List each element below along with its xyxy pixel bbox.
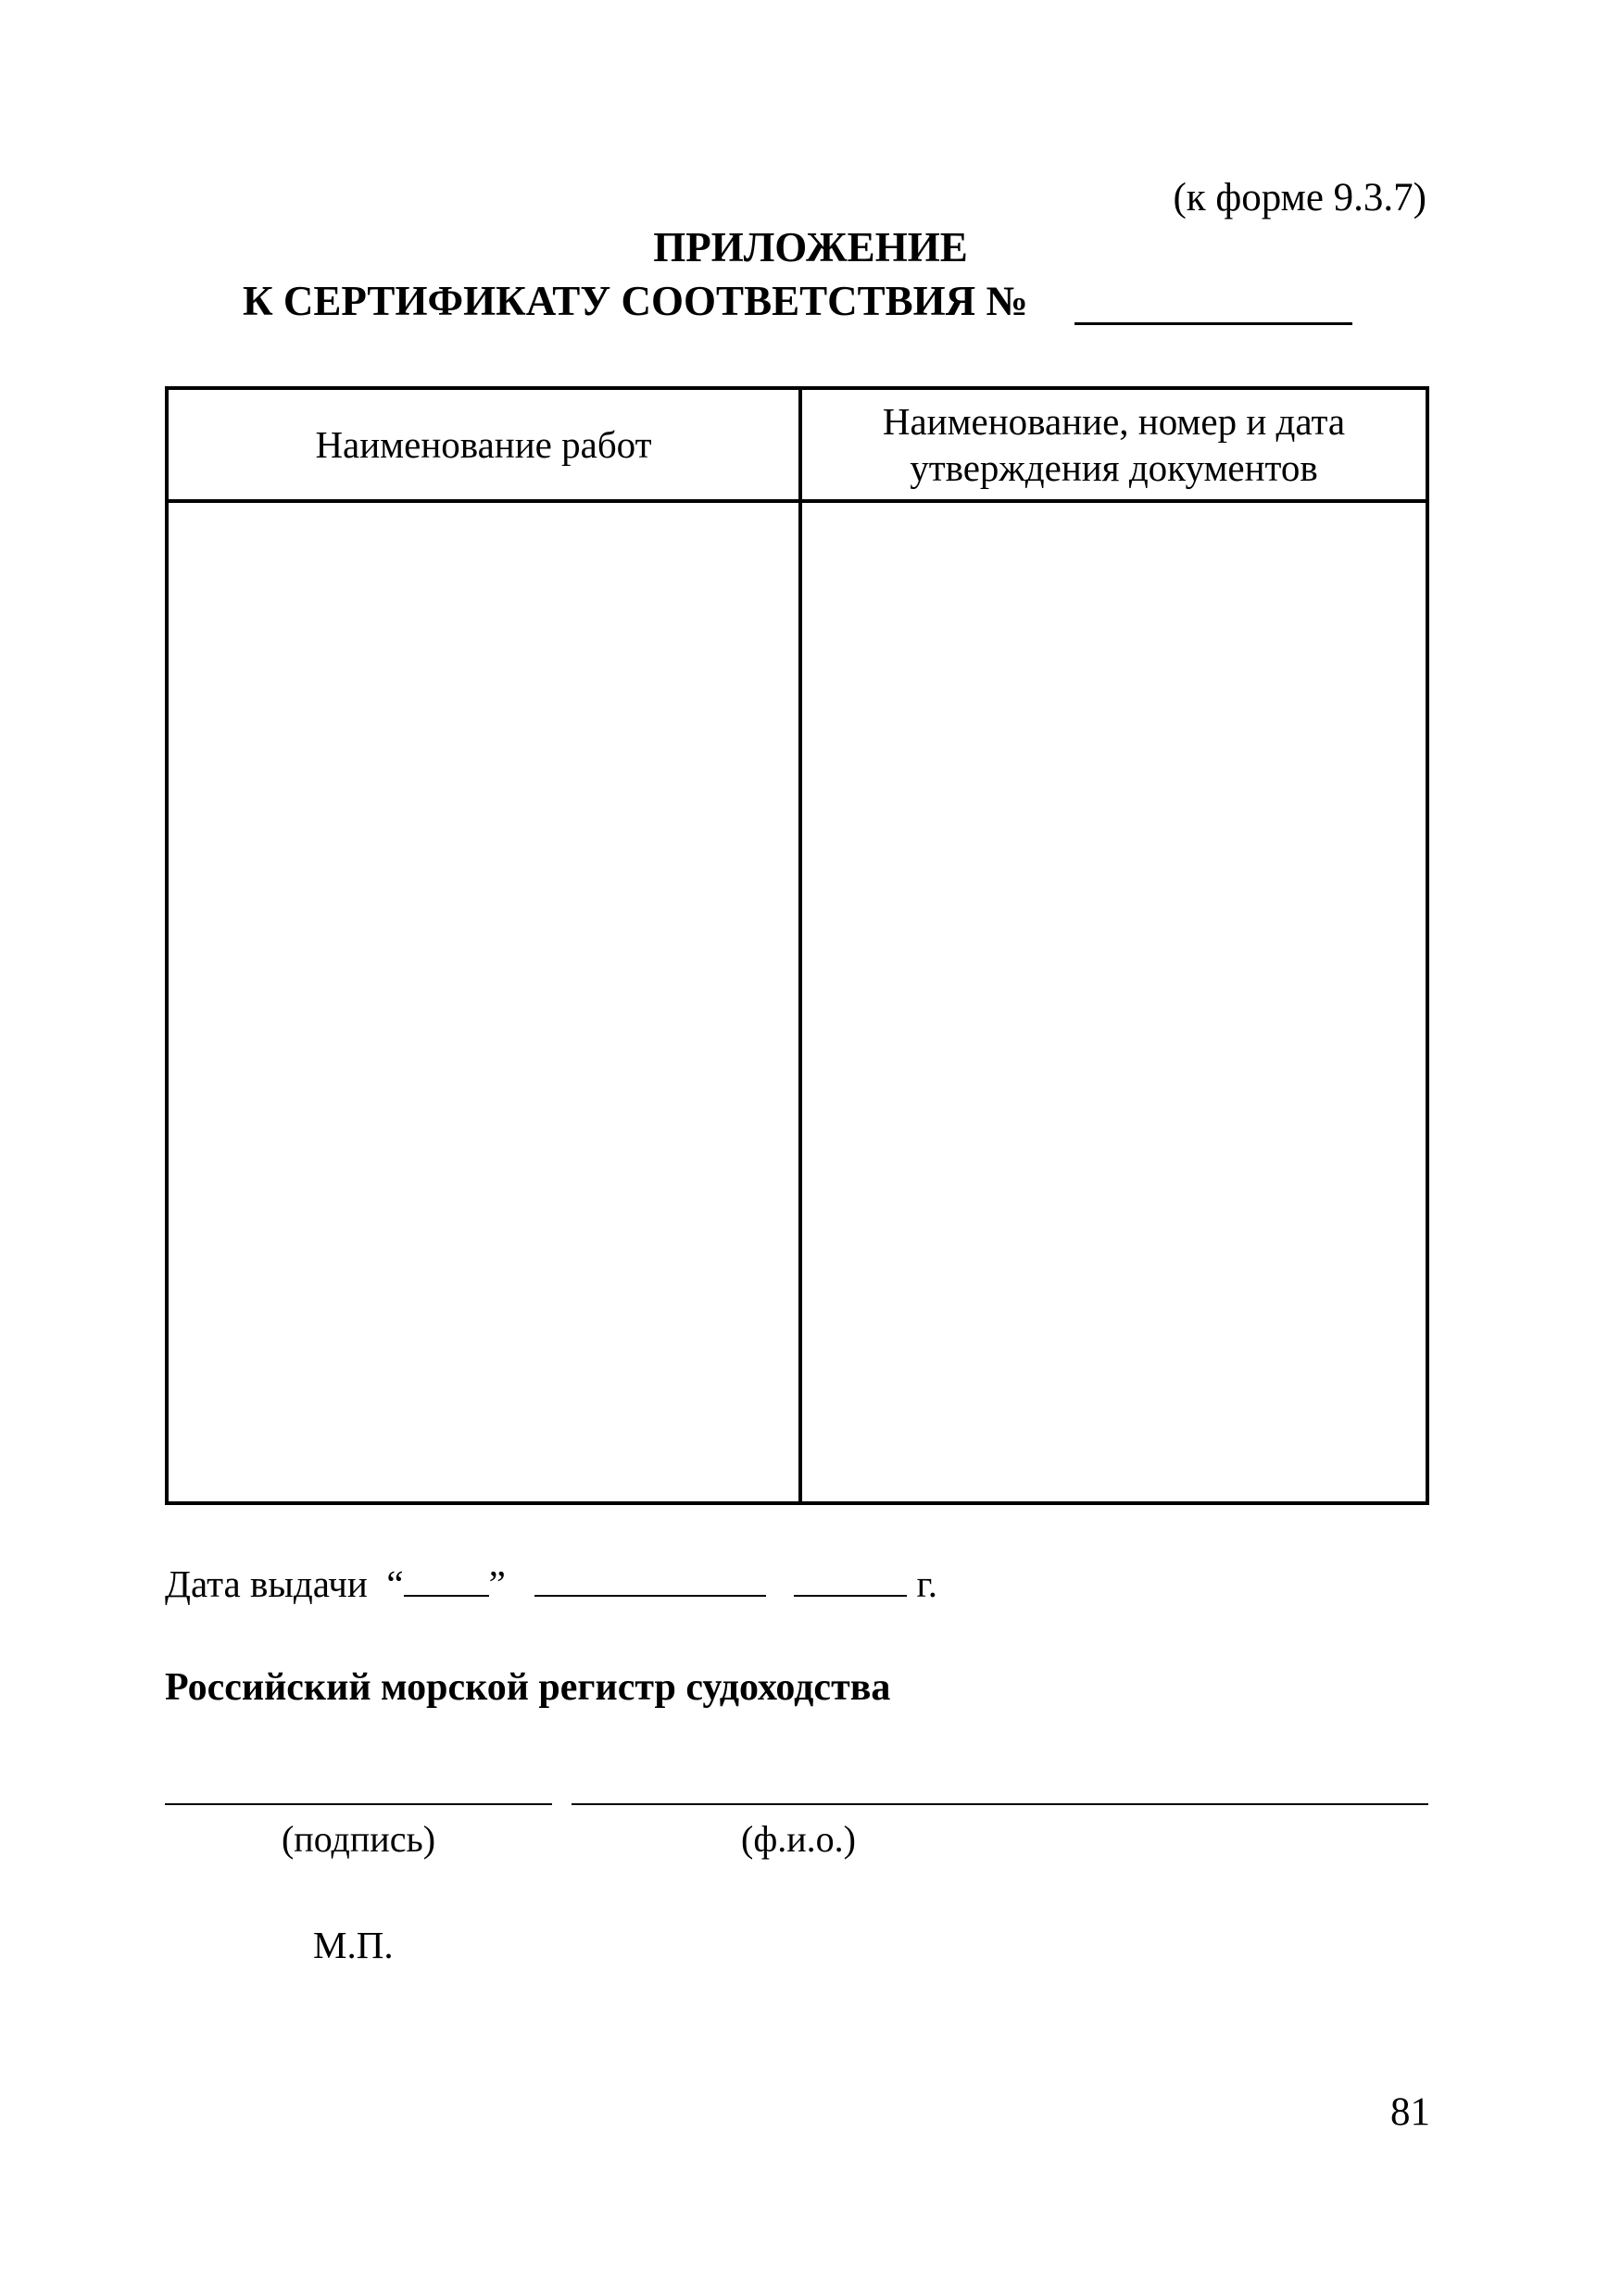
document-subtitle: К СЕРТИФИКАТУ СООТВЕТСТВИЯ №	[243, 278, 1028, 324]
full-name-caption: (ф.и.о.)	[741, 1818, 856, 1860]
stamp-place: М.П.	[313, 1924, 394, 1966]
day-blank	[404, 1565, 489, 1597]
full-name-line	[572, 1803, 1428, 1805]
page-number: 81	[1390, 2090, 1430, 2134]
close-quote: ”	[488, 1562, 506, 1605]
works-table	[165, 386, 1429, 1505]
organization-name: Российский морской регистр судоходства	[165, 1666, 891, 1709]
column-header-works: Наименование работ	[315, 423, 652, 466]
column-header-documents: Наименование, номер и дата утверждения документов	[882, 400, 1346, 489]
works-cell	[169, 503, 798, 1501]
signature-caption: (подпись)	[281, 1818, 436, 1860]
issue-date-row	[165, 1561, 937, 1607]
signature-line	[165, 1803, 552, 1805]
certificate-number-blank	[1074, 322, 1352, 325]
issue-date-label: Дата выдачи	[165, 1562, 368, 1605]
month-blank	[534, 1565, 766, 1597]
year-blank	[794, 1565, 907, 1597]
open-quote: “	[386, 1562, 404, 1605]
documents-cell	[802, 503, 1426, 1501]
year-suffix: г.	[916, 1562, 937, 1605]
form-reference: (к форме 9.3.7)	[1173, 176, 1426, 220]
document-title: ПРИЛОЖЕНИЕ	[653, 224, 968, 270]
